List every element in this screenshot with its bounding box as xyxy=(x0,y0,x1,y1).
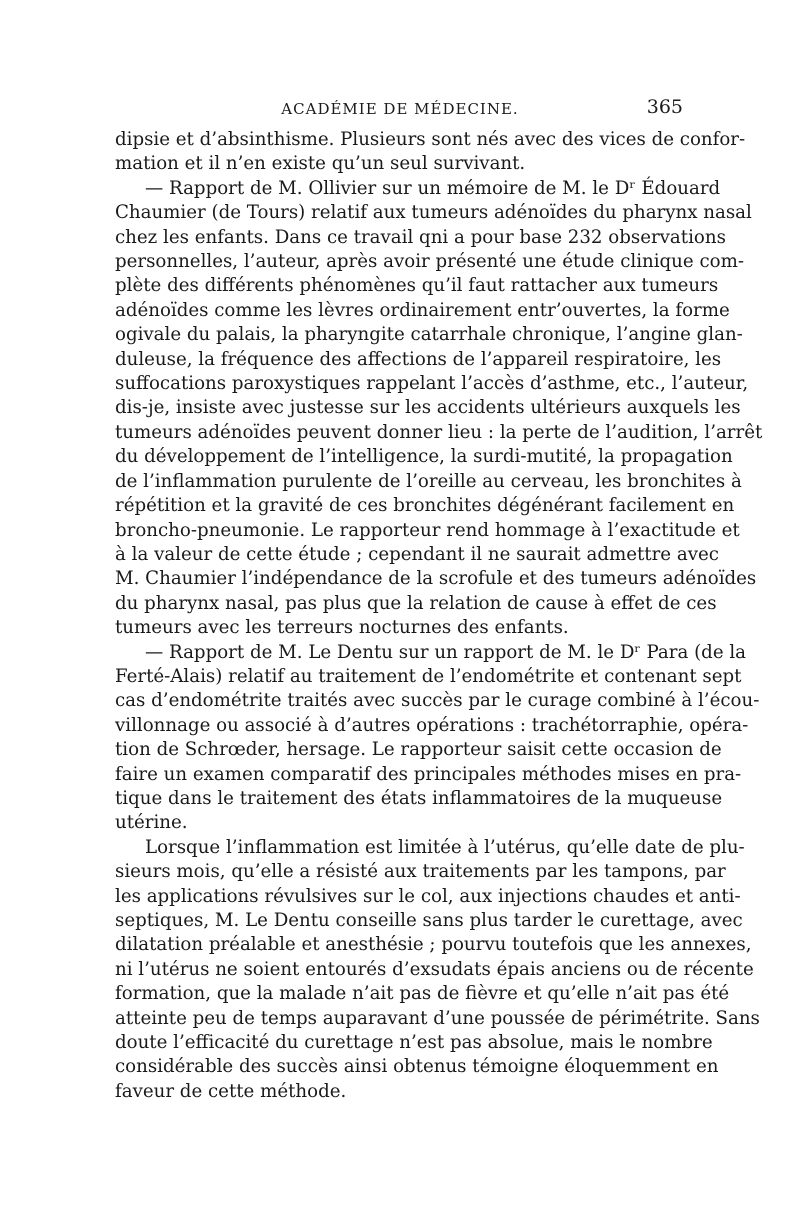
text-line: ni l’utérus ne soient entourés d’exsudats épais anciens ou de récente xyxy=(115,958,754,980)
text-line: dilatation préalable et anesthésie ; pourvu toutefois que les annexes, xyxy=(115,934,752,956)
paragraph xyxy=(115,177,763,641)
text-line: tumeurs adénoïdes peuvent donner lieu : la perte de l’audition, l’arrêt xyxy=(115,421,763,443)
text-line: tique dans le traitement des états inflammatoires de la muqueuse xyxy=(115,787,723,809)
running-head xyxy=(115,94,685,128)
text-line: à la valeur de cette étude ; cependant il ne saurait admettre avec xyxy=(115,543,719,565)
text-line: répétition et la gravité de ces bronchites dégénérant facilement en xyxy=(115,495,735,517)
text-line: atteinte peu de temps auparavant d’une poussée de périmétrite. Sans xyxy=(115,1007,760,1029)
text-line: personnelles, l’auteur, après avoir présenté une étude clinique com- xyxy=(115,251,744,273)
text-line: utérine. xyxy=(115,812,188,834)
text-line: plète des différents phénomènes qu’il faut rattacher aux tumeurs xyxy=(115,275,719,297)
text-line: chez les enfants. Dans ce travail qni a pour base 232 observations xyxy=(115,226,726,248)
text-line: considérable des succès ainsi obtenus témoigne éloquemment en xyxy=(115,1056,719,1078)
text-line: doute l’efficacité du curettage n’est pas absolue, mais le nombre xyxy=(115,1032,713,1054)
text-line: duleuse, la fréquence des affections de l’appareil respiratoire, les xyxy=(115,348,722,370)
text-line: de l’inflammation purulente de l’oreille au cerveau, les bronchites à xyxy=(115,470,742,492)
text-line: du pharynx nasal, pas plus que la relation de cause à effet de ces xyxy=(115,592,717,614)
text-line: M. Chaumier l’indépendance de la scrofule et des tumeurs adénoïdes xyxy=(115,568,757,590)
paragraph xyxy=(115,128,746,177)
text-line: faire un examen comparatif des principales méthodes mises en pra- xyxy=(115,763,742,785)
text-line: formation, que la malade n’ait pas de fièvre et qu’elle n’ait pas été xyxy=(115,983,730,1005)
text-line: — Rapport de M. Le Dentu sur un rapport de M. le Dʳ Para (de la xyxy=(145,641,747,663)
text-line: dis-je, insiste avec justesse sur les accidents ultérieurs auxquels les xyxy=(115,397,741,419)
text-line: ogivale du palais, la pharyngite catarrhale chronique, l’angine glan- xyxy=(115,324,743,346)
text-line: les applications révulsives sur le col, aux injections chaudes et anti- xyxy=(115,885,741,907)
text-line: Chaumier (de Tours) relatif aux tumeurs adénoïdes du pharynx nasal xyxy=(115,202,752,224)
page-number: 365 xyxy=(646,96,683,118)
text-line: cas d’endométrite traités avec succès par le curage combiné à l’écou- xyxy=(115,690,760,712)
text-line: villonnage ou associé à d’autres opérations : trachétorraphie, opéra- xyxy=(115,714,749,736)
text-line: du développement de l’intelligence, la surdi-mutité, la propagation xyxy=(115,446,733,468)
text-line: tumeurs avec les terreurs nocturnes des enfants. xyxy=(115,617,569,639)
body-text xyxy=(115,128,763,1104)
text-line: dipsie et d’absinthisme. Plusieurs sont nés avec des vices de confor- xyxy=(115,129,746,150)
text-line: septiques, M. Le Dentu conseille sans plus tarder le curettage, avec xyxy=(115,910,743,931)
text-line: — Rapport de M. Ollivier sur un mémoire de M. le Dʳ Édouard xyxy=(145,177,721,199)
text-line: broncho-pneumonie. Le rapporteur rend hommage à l’exactitude et xyxy=(115,519,740,541)
text-line: Lorsque l’inflammation est limitée à l’utérus, qu’elle date de plu- xyxy=(145,836,745,858)
text-line: faveur de cette méthode. xyxy=(115,1080,347,1102)
running-title: ACADÉMIE DE MÉDECINE. xyxy=(281,100,519,118)
text-line: mation et il n’en existe qu’un seul survivant. xyxy=(115,153,526,175)
paragraph xyxy=(115,641,760,836)
text-line: Ferté-Alais) relatif au traitement de l’endométrite et contenant sept xyxy=(115,665,742,687)
text-line: adénoïdes comme les lèvres ordinairement entr’ouvertes, la forme xyxy=(115,299,730,321)
text-line: tion de Schrœder, hersage. Le rapporteur saisit cette occasion de xyxy=(115,739,722,761)
text-line: sieurs mois, qu’elle a résisté aux traitements par les tampons, par xyxy=(115,861,726,883)
text-line: suffocations paroxystiques rappelant l’accès d’asthme, etc., l’auteur, xyxy=(115,373,749,395)
paragraph xyxy=(115,836,760,1104)
book-page xyxy=(115,94,763,1104)
